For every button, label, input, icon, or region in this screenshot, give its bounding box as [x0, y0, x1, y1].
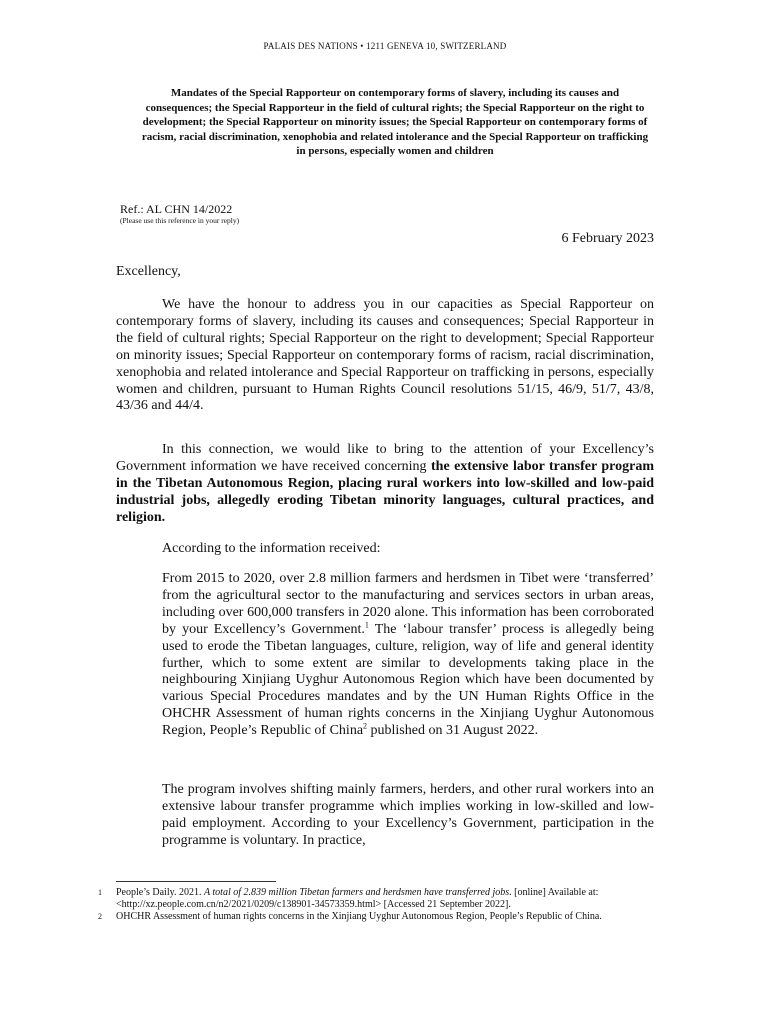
- footnote-1: [98, 887, 656, 910]
- paragraph-mandate-intro: We have the honour to address you in our capacities as Special Rapporteur on contemporary forms of slavery, including its causes and consequences; Special Rapporteur in the field of cultural rights; Special Rapporteur on the right to development; Special Rapporteur on minority issues; Special Rapporteur on contemporary forms of racism, racial discrimination, xenophobia and related intolerance and Special Rapporteur on trafficking in persons, especially women and children, pursuant to Human Rights Council resolutions 51/15, 46/9, 51/7, 43/8, 43/36 and 44/4.: [116, 297, 654, 414]
- mandates-title: Mandates of the Special Rapporteur on contemporary forms of slavery, including its causes and consequences; the Special Rapporteur in the field of cultural rights; the Special Rapporteur on the right to development; the Special Rapporteur on minority issues; the Special Rapporteur on contemporary forms of racism, racial discrimination, xenophobia and related intolerance and the Special Rapporteur on trafficking in persons, especially women and children: [141, 87, 649, 158]
- reference-note: (Please use this reference in your reply): [120, 216, 240, 225]
- labour-transfer-text-b: The ‘labour transfer’ process is allegedly being used to erode the Tibetan languages, culture, religion, way of life and general identity further, which to some extent are similar to developments taking place in the neighbouring Xinjiang Uyghur Autonomous Region which have been documented by various Special Procedures mandates and by the UN Human Rights Office in the OHCHR Assessment of human rights concerns in the Xinjiang Uyghur Autonomous Region, People’s Republic of China: [162, 621, 655, 739]
- footnote-title: A total of 2.839 million Tibetan farmers and herdsmen have transferred jobs: [203, 887, 510, 898]
- footnote-ref-2[interactable]: 2: [363, 721, 368, 731]
- paragraph-concern: [116, 442, 654, 527]
- footnote-number: 1: [98, 888, 102, 897]
- labour-transfer-text-c: published on 31 August 2022.: [367, 723, 539, 739]
- paragraph-info-received: According to the information received:: [162, 541, 381, 556]
- paragraph-program: The program involves shifting mainly farmers, herders, and other rural workers into an extensive labour transfer programme which implies working in low-skilled and low-paid employment. According to your Excellency’s Government, participation in the programme is voluntary. In practice,: [162, 782, 654, 848]
- concern-lead-text: In this connection, we would like to bring to the attention of your Excellency’s Government information we have received concerning: [116, 442, 654, 474]
- salutation: Excellency,: [116, 264, 181, 279]
- letter-date: 6 February 2023: [561, 231, 654, 246]
- footnote-divider: [116, 881, 276, 882]
- footnote-ref-1[interactable]: 1: [364, 620, 369, 630]
- footnote-number: 2: [98, 912, 102, 921]
- footnote-2: [98, 911, 656, 923]
- footnote-link-text[interactable]: . [online] Available at: <http://xz.people.com.cn/n2/2021/0209/c138901-34573359.html> [Accessed 21 September 2022].: [116, 887, 599, 910]
- labour-transfer-text-a: From 2015 to 2020, over 2.8 million farmers and herdsmen in Tibet were ‘transferred’ from the agricultural sector to the manufacturing and services sectors in urban areas, including over 600,000 transfers in 2020 alone. This information has been corroborated by your Excellency’s Government.: [162, 571, 654, 637]
- reference-number: Ref.: AL CHN 14/2022: [120, 202, 233, 216]
- paragraph-labour-transfer: [162, 571, 654, 740]
- header-address: PALAIS DES NATIONS • 1211 GENEVA 10, SWITZERLAND: [263, 41, 507, 51]
- footnote-source: People’s Daily. 2021.: [116, 887, 204, 898]
- concern-subject-bold: the extensive labor transfer program in the Tibetan Autonomous Region, placing rural workers into low-skilled and low-paid industrial jobs, allegedly eroding Tibetan minority languages, cultural practices, and religion.: [116, 458, 655, 525]
- footnote-text: OHCHR Assessment of human rights concerns in the Xinjiang Uyghur Autonomous Region, People’s Republic of China.: [116, 911, 602, 922]
